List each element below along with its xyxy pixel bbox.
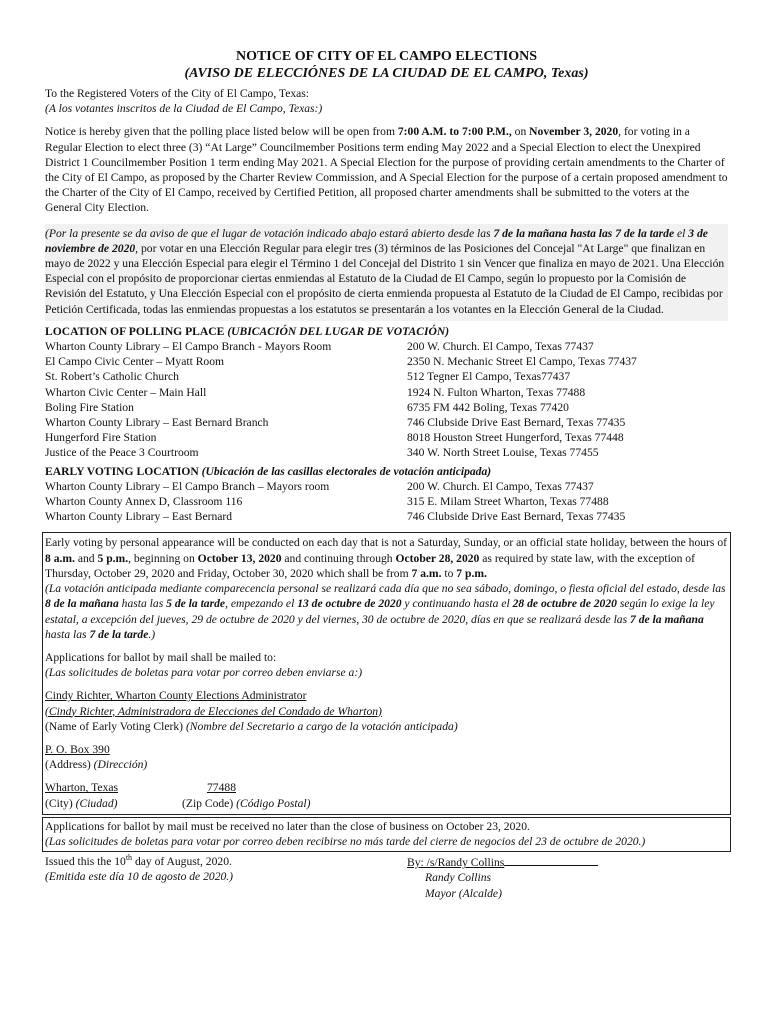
early-voting-location-address: 315 E. Milam Street Wharton, Texas 77488	[407, 495, 609, 509]
mayor-title: Mayor (Alcalde)	[425, 886, 502, 900]
polling-place-name: Justice of the Peace 3 Courtroom	[45, 446, 199, 460]
signature-footer	[45, 854, 728, 901]
polling-place-heading: LOCATION OF POLLING PLACE (UBICACIÓN DEL LUGAR DE VOTACIÓN)	[45, 324, 450, 338]
polling-place-name: Wharton Civic Center – Main Hall	[45, 385, 207, 399]
early-voting-location-name: Wharton County Library – El Campo Branch – Mayors room	[45, 479, 330, 493]
polling-place-address: 746 Clubside Drive East Bernard, Texas 77435	[407, 416, 626, 430]
mayor-name: Randy Collins	[425, 871, 492, 885]
early-voting-location-row	[45, 479, 728, 494]
document-subtitle: (AVISO DE ELECCIÓNES DE LA CIUDAD DE EL CAMPO, Texas)	[184, 66, 589, 81]
mail-deadline-box	[42, 817, 731, 852]
polling-place-name: Hungerford Fire Station	[45, 431, 157, 445]
early-voting-location-name: Wharton County Annex D, Classroom 116	[45, 495, 243, 509]
greeting-spanish: (A los votantes inscritos de la Ciudad de El Campo, Texas:)	[45, 102, 323, 116]
signature-line: By: /s/Randy Collins	[407, 854, 728, 870]
clerk-name: Cindy Richter, Wharton County Elections Administrator	[45, 689, 307, 703]
polling-place-table	[45, 339, 728, 461]
mail-intro-english: Applications for ballot by mail shall be mailed to:	[45, 650, 277, 664]
issued-date: Issued this the 10th day of August, 2020.	[45, 853, 232, 869]
document-title: NOTICE OF CITY OF EL CAMPO ELECTIONS	[235, 49, 538, 64]
polling-hours: 7:00 A.M. to 7:00 P.M.,	[397, 125, 512, 139]
clerk-name-spanish: (Cindy Richter, Administradora de Elecciones del Condado de Wharton)	[45, 704, 382, 718]
polling-place-address: 8018 Houston Street Hungerford, Texas 77448	[407, 431, 624, 445]
deadline-spanish: (Las solicitudes de boletas para votar por correo deben recibirse no más tarde del cierre de negocios del 23 de octubre de 2020.)	[45, 834, 646, 848]
greeting-english: To the Registered Voters of the City of El Campo, Texas:	[45, 87, 310, 100]
early-voting-heading: EARLY VOTING LOCATION (Ubicación de las casillas electorales de votación anticipada)	[45, 464, 492, 478]
polling-place-row	[45, 445, 728, 460]
notice-document	[45, 48, 728, 901]
notice-english: Notice is hereby given that the polling place listed below will be open from 7:00 A.M. to 7:00 P.M., on November 3, 2020, for voting in a Regular Election to elect three (3) “At Large” Councilmember Positions term ending May 2022 and a Special Election to elect the Unexpired District 1 Councilmember Position 1 term ending May 2021. A Special Election for the purpose of providing certain amendments to the Charter of the City of El Campo, as proposed by the Charter Review Commission, and A Special Election for the purpose of a certain proposed amendment to the Charter of the City of El Campo, received by Certified Petition, all proposed charter amendments shall be submitted to the voters at the General City Election.	[45, 125, 728, 215]
city-zip-label: (City) (Ciudad) (Zip Code) (Código Postal)	[45, 796, 311, 810]
polling-place-row	[45, 415, 728, 430]
mail-zip: 77488	[207, 781, 236, 795]
polling-place-row	[45, 369, 728, 384]
polling-place-address: 340 W. North Street Louise, Texas 77455	[407, 446, 599, 460]
polling-place-name: Wharton County Library – East Bernard Branch	[45, 416, 269, 430]
polling-place-row	[45, 430, 728, 445]
early-voting-hours-spanish: (La votación anticipada mediante comparecencia personal se realizará cada día que no sea sábado, domingo, o fiesta oficial del estado, desde las 8 de la mañana hasta las 5 de la tarde, empezando el 13 de octubre de 2020 y continuando hasta el 28 de octubre de 2020 según lo exige la ley estatal, a excepción del jueves, 29 de octubre de 2020 y del viernes, 30 de octubre de 2020, días en que se realizará desde las 7 de la mañana hasta las 7 de la tarde.)	[45, 582, 726, 641]
polling-place-row	[45, 339, 728, 354]
mail-intro-spanish: (Las solicitudes de boletas para votar por correo deben enviarse a:)	[45, 666, 363, 680]
early-voting-mail-box	[42, 532, 731, 814]
address-label: (Address) (Dirección)	[45, 758, 148, 772]
polling-place-row	[45, 400, 728, 415]
city-zip-line	[45, 780, 728, 795]
deadline-english: Applications for ballot by mail must be received no later than the close of business on October 23, 2020.	[45, 819, 530, 833]
mail-address: P. O. Box 390	[45, 742, 110, 756]
early-voting-location-row	[45, 509, 728, 524]
notice-spanish: (Por la presente se da aviso de que el lugar de votación indicado abajo estará abierto desde las 7 de la mañana hasta las 7 de la tarde el 3 de noviembre de 2020, por votar en una Elección Regular para elegir tres (3) términos de las Posiciones del Concejal "At Large" que finalizan en mayo de 2022 y una Elección Especial para elegir el Término 1 del Concejal del Distrito 1 sin Vencer que finaliza en mayo de 2021. Una Elección Especial con el propósito de proporcionar ciertas enmiendas al Estatuto de la Ciudad de El Campo, según lo propuesto por la Comisión de Revisión del Estatuto, y Una Elección Especial con el propósito de cierta enmienda propuesta al Estatuto de la Ciudad de El Campo, recibidas por Petición Certificada, todas las enmiendas propuestas a los estatutos se presentarán a los votantes en la Elección General de la Ciudad.	[45, 224, 728, 321]
early-voting-location-name: Wharton County Library – East Bernard	[45, 510, 233, 524]
election-date: November 3, 2020	[529, 125, 619, 139]
polling-place-row	[45, 354, 728, 369]
polling-place-row	[45, 385, 728, 400]
polling-place-name: El Campo Civic Center – Myatt Room	[45, 355, 225, 369]
clerk-label: (Name of Early Voting Clerk) (Nombre del Secretario a cargo de la votación anticipada)	[45, 719, 458, 733]
issued-date-spanish: (Emitida este día 10 de agosto de 2020.)	[45, 870, 234, 884]
polling-place-address: 2350 N. Mechanic Street El Campo, Texas 77437	[407, 355, 637, 369]
polling-place-address: 512 Tegner El Campo, Texas77437	[407, 370, 571, 384]
polling-place-name: Boling Fire Station	[45, 400, 134, 414]
polling-place-address: 6735 FM 442 Boling, Texas 77420	[407, 400, 569, 414]
polling-place-address: 1924 N. Fulton Wharton, Texas 77488	[407, 385, 586, 399]
polling-place-name: Wharton County Library – El Campo Branch - Mayors Room	[45, 340, 332, 354]
early-voting-hours-english: Early voting by personal appearance will be conducted on each day that is not a Saturday, Sunday, or an official state holiday, between the hours of 8 a.m. and 5 p.m., beginning on October 13, 2020 and continuing through October 28, 2020 as required by state law, with the exception of Thursday, October 29, 2020 and Friday, October 30, 2020 which shall be from 7 a.m. to 7 p.m.	[45, 536, 727, 580]
early-voting-location-row	[45, 494, 728, 509]
polling-place-name: St. Robert’s Catholic Church	[45, 370, 179, 384]
polling-place-address: 200 W. Church. El Campo, Texas 77437	[407, 340, 594, 354]
early-voting-location-address: 746 Clubside Drive East Bernard, Texas 77435	[407, 510, 626, 524]
early-voting-table	[45, 479, 728, 525]
mail-city: Wharton, Texas	[45, 781, 119, 795]
early-voting-location-address: 200 W. Church. El Campo, Texas 77437	[407, 479, 594, 493]
